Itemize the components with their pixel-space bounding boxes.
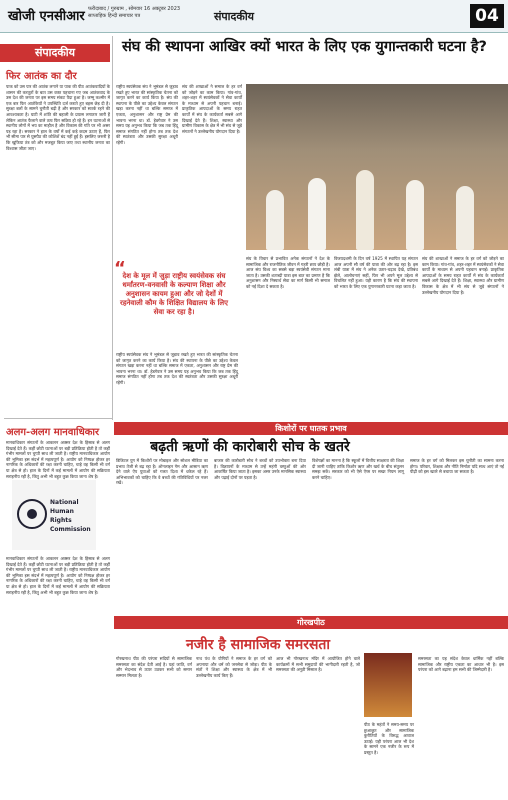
bottom-col-1: गोरखनाथ पीठ की परंपरा सदियों से सामाजिक समरसता का संदेश देती आई है। यहां जाति, वर्ग और भेदभाव से ऊपर उठकर सभी को समान सम्मान मिलता है। [116,656,194,678]
person-figure [406,180,424,250]
middle-col-1: डिजिटल युग में किशोरों पर मोबाइल और सोशल मीडिया का प्रभाव तेजी से बढ़ रहा है। ऑनलाइन गेम और आसान ऋण देने वाले ऐप युवाओं को गलत दिशा में धकेल रहे हैं। अभिभावकों को चाहिए कि वे बच्चों की गतिविधियों पर नजर रखें। [116,458,210,486]
masthead: खोजी एनसीआर [8,9,85,24]
main-col-3: संघ के विचार से प्रभावित अनेक संगठनों ने देश के सामाजिक और राजनीतिक जीवन में गहरी छाप छोड़ी है। आज संघ विश्व का सबसे बड़ा स्वयंसेवी संगठन माना जाता है। उसकी शताब्दी यात्रा इस बात का प्रमाण है कि अनुशासन और निस्वार्थ सेवा का मार्ग किसी भी समाज को नई दिशा दे सकता है। [246,256,332,289]
date-line: फरीदाबाद / गुरुग्राम , सोमवार 16 अक्टूबर 2023 [88,6,181,12]
person-figure [456,186,474,250]
main-col-4: विजयदशमी के दिन वर्ष 1925 में स्थापित यह संगठन आज अपनी सौ वर्ष की यात्रा की ओर बढ़ रहा है। इस लंबी यात्रा में संघ ने अनेक उतार-चढ़ाव देखे, प्रतिबंध झेले, आलोचनाएं सहीं, फिर भी अपने मूल उद्देश्य से विचलित नहीं हुआ। यही कारण है कि संघ की स्थापना को भारत के लिए एक युगान्तकारी घटना कहा जाता है। [334,256,420,289]
paper-type: साप्ताहिक हिन्दी समाचार पत्र [88,13,141,19]
left-body: पाक को उस पार की आतंक लगाने या पाक की पीठ आतंकवादियों के शासन की करतूतों के बात उस वक्त पहचाना गए जब आतंकवाद के उस देश की जनता पर इस समय संकट पैदा हुआ है। जम्मू कश्मीर में एक बार फिर आतंकियों ने उपस्थिति दर्ज कराते हुए बहस छेड़ दी है। सुरक्षा बलों के सामने चुनौती बढ़ी है और सरकार को सतर्क रहने की आवश्यकता है। घाटी में शांति की बहाली के प्रयास लगातार जारी हैं लेकिन आतंक फैलाने वाले तत्व फिर सक्रिय हो रहे हैं। इन घटनाओं से स्थानीय लोगों में भय का माहौल है और विकास की गति पर भी असर पड़ रहा है। सरकार ने हाल के वर्षों में कई कड़े कदम उठाए हैं, फिर भी सीमा पार से घुसपैठ की कोशिशें बंद नहीं हुई हैं। इसलिए जरूरी है कि खुफिया तंत्र को और मजबूत किया जाए तथा स्थानीय जनता का विश्वास जीता जाए। [6,84,112,151]
bottom-col-3: आज भी गोरखनाथ मंदिर में आयोजित होने वाले कार्यक्रमों में सभी समुदायों की भागीदारी रहती है, जो समरसता की अनूठी मिसाल है। [276,656,362,673]
middle-col-3: विशेषज्ञों का मानना है कि स्कूलों में वित्तीय साक्षरता की शिक्षा दी जानी चाहिए ताकि किशोर ऋण और खर्च के बीच संतुलन समझ सकें। सरकार को भी ऐसे ऐप्स पर सख्त नियम लागू करने चाहिए। [312,458,406,480]
column-rule [112,36,113,420]
middle-headline: बढ़ती ऋणों की कारोबारी सोच के खतरे [150,439,350,455]
pull-quote: देश के मूल में जुड़ा राष्ट्रीय स्वयंसेवक संघ धर्मांतरण-वनवासी के कल्याण शिक्षा और अनुशासन कायम हुआ और जो देशों में रहनेवाली कौम के शिक्षित विद्यालय के लिए सेवा कर रहा है। [119,272,229,316]
person-figure [308,178,326,250]
rss-photo [246,84,508,250]
person-figure [356,170,374,250]
bottom-col-5: समरसता का यह संदेश केवल धार्मिक नहीं बल्कि सामाजिक और राष्ट्रीय एकता का आधार भी है। इस परंपरा को आगे बढ़ाना हम सभी की जिम्मेदारी है। [418,656,506,673]
header-date [88,6,180,20]
page-header [0,0,508,33]
main-col-1b: राष्ट्रीय स्वयंसेवक संघ ने भूमंडल से जुड़ाव रखते हुए भारत की सांस्कृतिक चेतना को जागृत करने का कार्य किया है। संघ की स्थापना के पीछे का उद्देश्य केवल संगठन खड़ा करना नहीं था बल्कि समाज में एकता, अनुशासन और राष्ट्र प्रेम की भावना भरना था। डॉ. हेडगेवार ने उस समय यह अनुभव किया कि जब तक हिंदू समाज संगठित नहीं होगा तब तक देश की स्वतंत्रता और उसकी सुरक्षा अधूरी रहेगी। [116,352,240,385]
bottom-col-2: नाथ पंथ के योगियों ने समाज के हर वर्ग को अपनाया और धर्म को जनसेवा से जोड़ा। पीठ के संतों ने शिक्षा और स्वास्थ्य के क्षेत्र में भी उल्लेखनीय कार्य किए हैं। [196,656,274,678]
person-figure [266,190,284,250]
section-band: किशोरों पर घातक प्रभाव [114,422,508,435]
deity-photo [364,653,412,717]
nhrc-logo [12,480,96,550]
page-number: 04 [470,4,504,28]
bottom-headline: नजीर है सामाजिक समरसता [185,637,331,653]
main-col-5: संघ की शाखाओं ने समाज के हर वर्ग को जोड़ने का काम किया। गांव-गांव, शहर-शहर में स्वयंसेवकों ने सेवा कार्यों के माध्यम से अपनी पहचान बनाई। प्राकृतिक आपदाओं के समय राहत कार्यों में संघ के कार्यकर्ता सबसे आगे दिखाई देते हैं। शिक्षा, स्वास्थ्य और ग्रामीण विकास के क्षेत्र में भी संघ से जुड़े संगठनों ने उल्लेखनीय योगदान दिया है। [422,256,506,295]
main-headline: संघ की स्थापना आखिर क्यों भारत के लिए एक युगान्तकारी घटना है? [122,39,487,55]
section-band-2: गोरखपीठ [114,616,508,629]
rights-headline: अलग-अलग मानवाधिकार [6,427,100,438]
nhrc-caption: National Human Rights Commission [50,499,91,533]
main-col-1: राष्ट्रीय स्वयंसेवक संघ ने भूमंडल से जुड़ाव रखते हुए भारत की सांस्कृतिक चेतना को जागृत करने का कार्य किया है। संघ की स्थापना के पीछे का उद्देश्य केवल संगठन खड़ा करना नहीं था बल्कि समाज में एकता, अनुशासन और राष्ट्र प्रेम की भावना भरना था। डॉ. हेडगेवार ने उस समय यह अनुभव किया कि जब तक हिंदू समाज संगठित नहीं होगा तब तक देश की स्वतंत्रता और उसकी सुरक्षा अधूरी रहेगी। [116,84,180,145]
left-headline: फिर आतंक का दौर [6,71,77,82]
rights-body: मानवाधिकार संगठनों के आकलन अक्सर देश के हिसाब से अलग दिखाई देते हैं। कहीं छोटी घटनाओं पर बड़ी प्रतिक्रिया होती है तो कहीं गंभीर मामलों पर चुप्पी साध ली जाती है। राष्ट्रीय मानवाधिकार आयोग की भूमिका इस संदर्भ में महत्वपूर्ण है। आयोग को निष्पक्ष होकर हर नागरिक के अधिकारों की रक्षा करनी चाहिए, चाहे वह किसी भी वर्ग या क्षेत्र से हो। हाल के दिनों में कई मामलों में आयोग की सक्रियता सराहनीय रही है, किंतु अभी भी बहुत कुछ किया जाना शेष है। [6,556,112,595]
quote-mark: “ [114,258,126,279]
middle-col-4: समाज के हर वर्ग को मिलकर इस चुनौती का सामना करना होगा। परिवार, शिक्षक और नीति निर्माता यदि साथ आएं तो नई पीढ़ी को इस खतरे से बचाया जा सकता है। [410,458,506,475]
main-col-2: संघ की शाखाओं ने समाज के हर वर्ग को जोड़ने का काम किया। गांव-गांव, शहर-शहर में स्वयंसेवकों ने सेवा कार्यों के माध्यम से अपनी पहचान बनाई। प्राकृतिक आपदाओं के समय राहत कार्यों में संघ के कार्यकर्ता सबसे आगे दिखाई देते हैं। शिक्षा, स्वास्थ्य और ग्रामीण विकास के क्षेत्र में भी संघ से जुड़े संगठनों ने उल्लेखनीय योगदान दिया है। [182,84,244,134]
editorial-label: संपादकीय [0,44,110,62]
divider [4,418,112,419]
middle-col-2: बाजार की कारोबारी सोच ने बच्चों को उपभोक्ता बना दिया है। विज्ञापनों के माध्यम से उन्हें महंगी वस्तुओं की ओर आकर्षित किया जाता है। इसका असर उनके मानसिक स्वास्थ्य और पढ़ाई दोनों पर पड़ता है। [214,458,308,480]
rights-body-top: मानवाधिकार संगठनों के आकलन अक्सर देश के हिसाब से अलग दिखाई देते हैं। कहीं छोटी घटनाओं पर बड़ी प्रतिक्रिया होती है तो कहीं गंभीर मामलों पर चुप्पी साध ली जाती है। राष्ट्रीय मानवाधिकार आयोग की भूमिका इस संदर्भ में महत्वपूर्ण है। आयोग को निष्पक्ष होकर हर नागरिक के अधिकारों की रक्षा करनी चाहिए, चाहे वह किसी भी वर्ग या क्षेत्र से हो। हाल के दिनों में कई मामलों में आयोग की सक्रियता सराहनीय रही है, किंतु अभी भी बहुत कुछ किया जाना शेष है। [6,440,112,479]
section-title: संपादकीय [214,10,255,23]
bottom-col-4: पीठ के महंतों ने समय-समय पर छुआछूत और सामाजिक कुरीतियों के विरुद्ध आवाज उठाई। यही परंपरा आज भी देश के सामने एक नजीर के रूप में प्रस्तुत है। [364,722,416,755]
